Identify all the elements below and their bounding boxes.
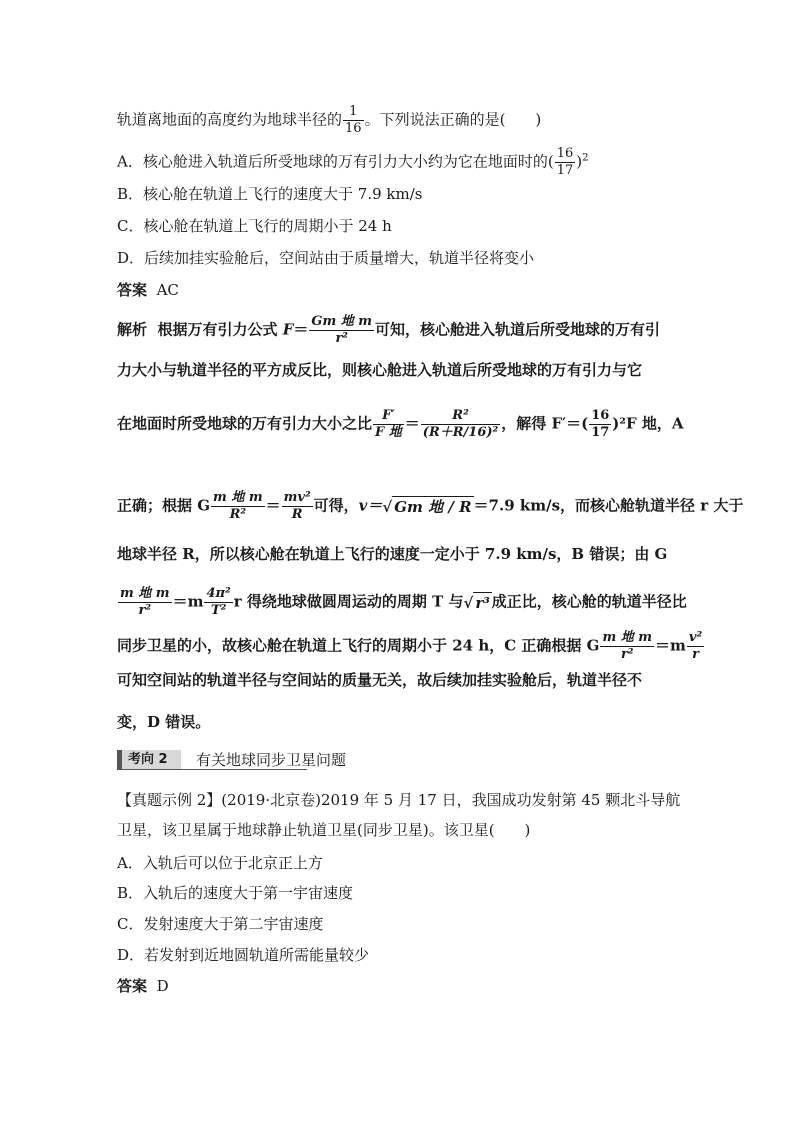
q1-option-a <box>117 146 684 179</box>
fraction-numerator: 16 <box>556 146 574 161</box>
q1-stem-text-a: 轨道离地面的高度约为地球半径的 <box>117 110 343 129</box>
analysis-line-2: 力大小与轨道半径的平方成反比，则核心舱进入轨道后所受地球的万有引力与它 <box>117 361 643 379</box>
analysis-text: r 得绕地球做圆周运动的周期 T 与 <box>233 592 464 611</box>
fraction-denominator: (R＋R/16)² <box>422 425 499 440</box>
orbit-left-fraction <box>600 630 654 663</box>
velocity-sqrt: √ Gm 地 / R <box>382 498 472 516</box>
fraction-numerator: R² <box>421 408 500 425</box>
velocity-symbol: v＝ <box>358 496 383 515</box>
fraction-denominator: 16 <box>345 121 362 136</box>
q1-stem-text-b: 。下列说法正确的是( ) <box>364 110 542 129</box>
fraction-denominator: r² <box>335 331 348 346</box>
fraction-denominator: R <box>291 507 303 522</box>
q1-answer <box>117 280 684 300</box>
formula-symbol: F <box>282 320 294 339</box>
force-ratio-fraction <box>373 408 404 441</box>
answer-value: D <box>156 977 169 995</box>
analysis-line-3 <box>117 408 684 441</box>
q2-option-c: C．发射速度大于第二宇宙速度 <box>117 915 324 933</box>
formula-operator: ＝m <box>655 636 686 655</box>
fraction-numerator: 4π² <box>206 586 231 601</box>
fraction-numerator: 16 <box>591 408 610 423</box>
option-a-exponent: 2 <box>582 152 589 164</box>
fraction-numerator: F′ <box>373 408 404 425</box>
analysis-text: 根据万有引力公式 <box>157 320 283 339</box>
period-right-fraction <box>204 586 232 619</box>
analysis-line-5: 地球半径 R，所以核心舱在轨道上飞行的速度一定小于 7.9 km/s，B 错误；由 G <box>117 545 668 563</box>
option-a-tail: ) <box>576 152 583 171</box>
q2-stem-line-1: 【真题示例 2】(2019·北京卷)2019 年 5 月 17 日，我国成功发射第 45 颗北斗导航 <box>117 791 681 809</box>
analysis-text: 同步卫星的小，故核心舱在轨道上飞行的周期小于 24 h，C 正确 <box>117 636 552 655</box>
centripetal-left-fraction <box>211 490 265 523</box>
analysis-line-6 <box>117 586 687 619</box>
q2-option-b: B．入轨后的速度大于第一宇宙速度 <box>117 884 354 902</box>
q1-option-b: B．核心舱在轨道上飞行的速度大于 7.9 km/s <box>117 185 423 203</box>
fraction-numerator: mv² <box>283 490 311 505</box>
fraction-denominator: F 地 <box>375 425 402 440</box>
orbit-right-fraction <box>687 630 704 663</box>
centripetal-right-fraction <box>282 490 313 523</box>
section-tag: 考向 2 <box>117 750 181 769</box>
fraction-numerator: 1 <box>343 104 364 121</box>
option-text: A．核心舱进入轨道后所受地球的万有引力大小约为它在地面时的( <box>117 152 554 171</box>
radius-ratio-fraction <box>421 408 500 441</box>
answer-label: 答案 <box>117 977 148 995</box>
fraction-numerator: Gm 地 m <box>311 314 373 329</box>
answer-value: AC <box>156 281 179 299</box>
fraction-denominator: R² <box>229 507 247 522</box>
q1-option-c: C．核心舱在轨道上飞行的周期小于 24 h <box>117 217 392 235</box>
analysis-text: )²F 地，A <box>612 414 684 433</box>
analysis-text: ，解得 F′＝( <box>501 414 589 433</box>
analysis-line-9: 变，D 错误。 <box>117 713 211 731</box>
analysis-text: 在地面时所受地球的万有引力大小之比 <box>117 414 373 433</box>
fraction-denominator: r² <box>138 603 152 618</box>
q2-answer <box>117 976 684 996</box>
fraction-numerator: v² <box>688 630 703 645</box>
sqrt-radicand: Gm 地 / R <box>394 498 472 516</box>
analysis-text: 根据 G <box>551 636 600 655</box>
sqrt-radicand: r³ <box>475 594 490 612</box>
q1-stem-fraction <box>343 104 364 137</box>
result-fraction <box>589 408 611 441</box>
analysis-line-8: 可知空间站的轨道半径与空间站的质量无关，故后续加挂实验舱后，轨道半径不 <box>117 671 643 689</box>
fraction-denominator: r² <box>620 647 634 662</box>
analysis-text: ＝7.9 km/s，而核心舱轨道半径 r 大于 <box>473 496 744 515</box>
analysis-line-7 <box>117 630 703 663</box>
analysis-text: 可知，核心舱进入轨道后所受地球的万有引 <box>375 320 661 339</box>
analysis-line-4 <box>117 490 744 523</box>
fraction-denominator: 17 <box>591 425 610 440</box>
q1-option-d: D．后续加挂实验舱后，空间站由于质量增大，轨道半径将变小 <box>117 249 535 267</box>
gravity-formula-fraction <box>309 314 374 347</box>
q2-stem-line-2: 卫星，该卫星属于地球静止轨道卫星(同步卫星)。该卫星( ) <box>117 821 531 839</box>
section-title: 有关地球同步卫星问题 <box>196 751 347 769</box>
analysis-text: 可得， <box>313 496 359 515</box>
period-left-fraction <box>118 586 172 619</box>
option-a-fraction <box>555 146 576 179</box>
fraction-numerator: m 地 m <box>120 586 170 601</box>
analysis-text: 成正比，核心舱的轨道半径比 <box>491 592 687 611</box>
fraction-numerator: m 地 m <box>602 630 653 645</box>
radius-cube-sqrt: √ r³ <box>463 594 490 612</box>
fraction-denominator: r <box>692 647 699 662</box>
formula-operator: ＝ <box>404 414 420 433</box>
answer-label: 答案 <box>117 281 148 299</box>
fraction-numerator: m 地 m <box>213 490 263 505</box>
fraction-denominator: 17 <box>556 163 574 178</box>
formula-operator: ＝ <box>293 320 309 339</box>
q2-option-d: D．若发射到近地圆轨道所需能量较少 <box>117 946 370 964</box>
analysis-label: 解析 <box>117 320 148 339</box>
analysis-line-1 <box>117 314 684 347</box>
q1-stem <box>117 104 684 137</box>
q2-option-a: A．入轨后可以位于北京正上方 <box>117 854 323 872</box>
formula-operator: ＝ <box>265 496 281 515</box>
fraction-denominator: T² <box>210 603 227 618</box>
analysis-text: 正确；根据 G <box>117 496 211 515</box>
formula-operator: ＝m <box>172 592 204 611</box>
